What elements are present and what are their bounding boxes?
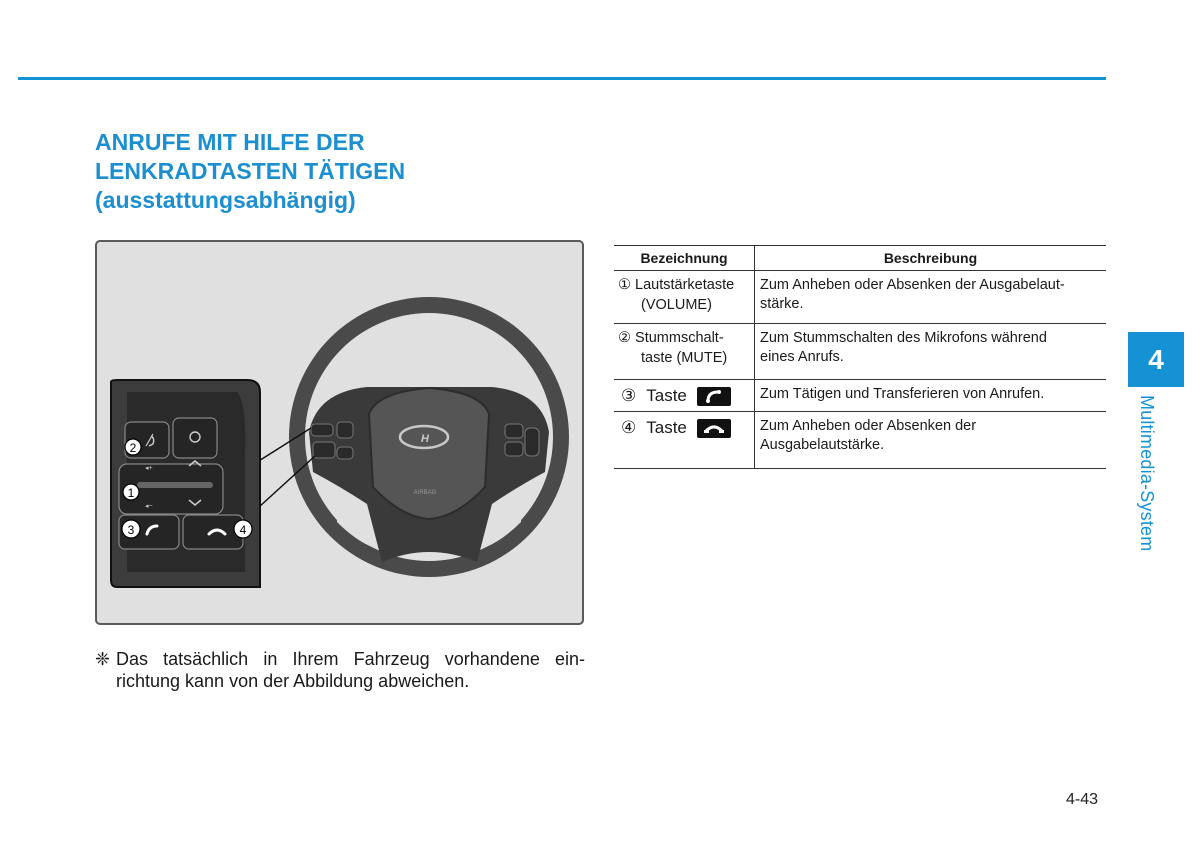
row-4-desc-line-1: Zum Anheben oder Absenken der — [760, 418, 977, 434]
row-1-name-line-2: (VOLUME) — [641, 297, 712, 313]
table-row — [614, 380, 1106, 412]
row-2-name — [614, 324, 755, 380]
row-3-name — [614, 380, 755, 412]
steering-wheel-illustration — [95, 240, 584, 625]
left-spoke-button-1 — [311, 424, 333, 436]
heading-line-2: LENKRADTASTEN TÄTIGEN — [95, 158, 406, 184]
top-rule — [18, 77, 1106, 80]
heading-line-3: (ausstattungsabhängig) — [95, 187, 356, 213]
note-symbol: ❈ — [95, 649, 111, 669]
row-2-desc-line-1: Zum Stummschalten des Mikrofons während — [760, 330, 1047, 346]
button-description-table — [614, 245, 1106, 469]
row-1-desc-line-1: Zum Anheben oder Absenken der Ausgabelaut- — [760, 277, 1065, 293]
row-2-name-line-1: Stummschalt- — [635, 330, 724, 346]
svg-text:◂−: ◂− — [145, 503, 153, 510]
row-1-name — [614, 271, 755, 324]
chapter-label: Multimedia-System — [1137, 395, 1157, 552]
table-row — [614, 324, 1106, 380]
svg-text:2: 2 — [129, 441, 137, 455]
callout-1 — [123, 484, 139, 500]
logo-letter: H — [421, 433, 429, 445]
right-spoke-button-2 — [525, 428, 539, 456]
row-2-description — [755, 324, 1107, 380]
svg-text:1: 1 — [127, 486, 135, 500]
row-2-number: ② — [618, 330, 631, 346]
row-1-description — [755, 271, 1107, 324]
heading-line-1: ANRUFE MIT HILFE DER — [95, 129, 365, 155]
phone-answer-icon — [697, 387, 731, 406]
header-beschreibung: Beschreibung — [755, 246, 1107, 271]
row-4-desc-line-2: Ausgabelautstärke. — [760, 437, 885, 453]
svg-text:3: 3 — [127, 523, 135, 537]
svg-text:4: 4 — [239, 523, 247, 537]
table-row — [614, 412, 1106, 469]
left-spoke-button-2 — [337, 422, 353, 438]
row-3-description: Zum Tätigen und Transferieren von Anrufen. — [755, 380, 1107, 412]
table-row — [614, 271, 1106, 324]
airbag-label: AIRBAG — [413, 490, 437, 496]
figure-note — [95, 648, 585, 692]
right-spoke-button-3 — [505, 442, 523, 456]
row-3-label: Taste — [646, 386, 687, 405]
row-2-desc-line-2: eines Anrufs. — [760, 349, 844, 365]
inset-closeup — [111, 380, 260, 587]
note-text: Das tatsächlich in Ihrem Fahrzeug vorhandene ein-richtung kann von der Abbildung abweichen. — [116, 649, 585, 691]
callout-2 — [125, 439, 141, 455]
row-4-name — [614, 412, 755, 469]
svg-text:◂+: ◂+ — [145, 465, 153, 472]
phone-hangup-icon — [697, 419, 731, 438]
row-1-number: ① — [618, 277, 631, 293]
header-bezeichnung: Bezeichnung — [614, 246, 755, 271]
row-1-name-line-1: Lautstärketaste — [635, 277, 735, 293]
section-heading — [95, 128, 575, 215]
table-header-row — [614, 246, 1106, 271]
left-spoke-button-3 — [313, 442, 335, 458]
row-1-desc-line-2: stärke. — [760, 296, 804, 312]
steering-wheel-drawing — [97, 242, 584, 625]
row-4-description — [755, 412, 1107, 469]
row-3-number: ③ — [621, 386, 637, 405]
row-4-label: Taste — [646, 418, 687, 437]
callout-4 — [234, 520, 252, 538]
chapter-tab: 4 — [1128, 332, 1184, 387]
row-4-number: ④ — [621, 418, 637, 437]
left-spoke-button-4 — [337, 447, 353, 459]
row-2-name-line-2: taste (MUTE) — [641, 350, 728, 366]
airbag-pad — [369, 388, 489, 519]
callout-3 — [122, 520, 140, 538]
right-spoke-button-1 — [505, 424, 523, 438]
page-number: 4-43 — [1066, 791, 1099, 808]
